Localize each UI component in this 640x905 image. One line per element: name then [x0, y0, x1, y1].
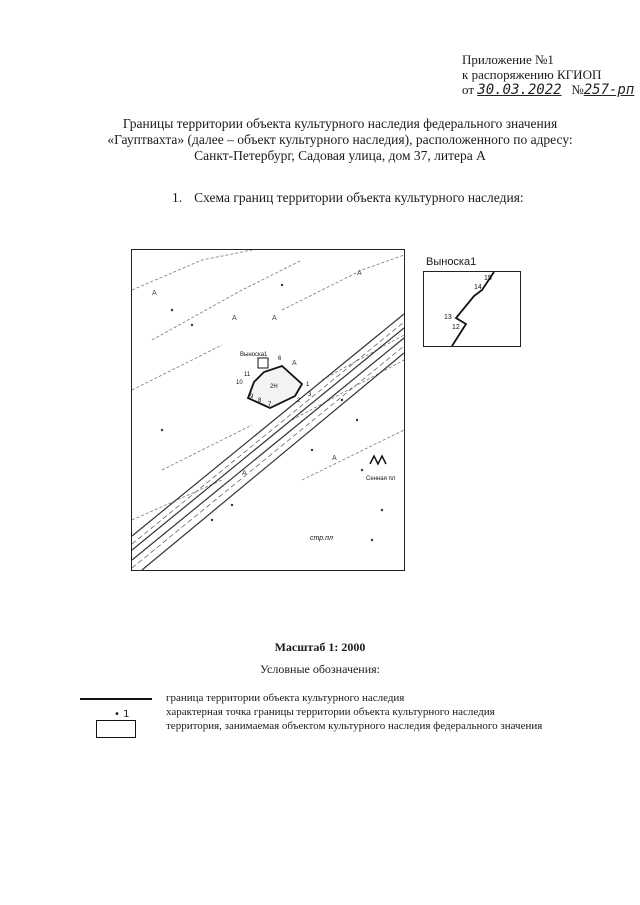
appendix-line2: к распоряжению КГИОП	[462, 67, 602, 82]
legend-text-territory: территория, занимаемая объектом культурного наследия федерального значения	[166, 720, 543, 732]
map-area-label-1: стр.пл	[310, 535, 333, 542]
section-text: Схема границ территории объекта культурного наследия:	[194, 190, 524, 205]
legend-text-boundary: граница территории объекта культурного наследия	[166, 692, 405, 704]
callout-title: Выноска1	[426, 256, 477, 268]
svg-text:А: А	[242, 470, 247, 477]
legend-item-boundary	[80, 692, 580, 706]
appendix-line1: Приложение №1	[462, 52, 554, 67]
title-line2: «Гауптвахта» (далее – объект культурного наследия), расположенного по адресу:	[107, 132, 573, 147]
title-line1: Границы территории объекта культурного наследия федерального значения	[122, 116, 558, 131]
map-point-10: 10	[236, 380, 243, 386]
appendix-block	[462, 52, 634, 98]
map-building-label: 2Н	[270, 384, 278, 390]
map-point-3: 3	[308, 392, 312, 398]
callout-map	[423, 271, 521, 347]
legend-title: Условные обозначения:	[259, 662, 381, 676]
map-point-8: 8	[258, 398, 262, 404]
map-point-11: 11	[244, 372, 251, 378]
map-point-7: 7	[268, 402, 272, 408]
appendix-ot: от	[462, 82, 475, 97]
legend-box-symbol	[80, 720, 152, 734]
map-callout-ref: Выноска1	[240, 352, 268, 358]
svg-text:А: А	[357, 270, 362, 277]
appendix-date: 30.03.2022	[477, 82, 562, 98]
svg-text:А: А	[332, 455, 337, 462]
svg-text:А: А	[232, 315, 237, 322]
svg-text:А: А	[152, 290, 157, 297]
callout-point-13: 13	[444, 314, 452, 321]
svg-text:А: А	[292, 360, 297, 367]
legend-item-point	[80, 706, 580, 720]
callout-drawing	[424, 272, 520, 346]
callout-point-15: 15	[484, 275, 492, 282]
map-scale: Масштаб 1: 2000	[274, 640, 366, 654]
legend-text-point: характерная точка границы территории объекта культурного наследия	[166, 706, 495, 718]
map-drawing	[132, 250, 404, 570]
legend-line-symbol	[80, 692, 152, 706]
appendix-line3	[462, 82, 634, 98]
callout-point-14: 14	[474, 284, 482, 291]
map-point-2: 2	[297, 398, 301, 404]
appendix-no: №	[571, 82, 584, 97]
appendix-number: 257-рп	[583, 82, 635, 98]
section-number: 1.	[172, 190, 183, 205]
title-line3: Санкт-Петербург, Садовая улица, дом 37, литера А	[194, 148, 486, 163]
legend-dot-symbol: • 1	[114, 709, 130, 720]
map-point-1: 1	[306, 382, 310, 388]
map-point-9: 9	[250, 394, 254, 400]
legend-item-territory	[80, 720, 580, 734]
callout-point-12: 12	[452, 324, 460, 331]
map-area-label-2: Сенная пл	[366, 476, 396, 482]
section-heading	[172, 190, 524, 206]
map-point-6: 6	[278, 356, 282, 362]
boundary-map	[131, 249, 405, 571]
document-title	[60, 116, 620, 164]
svg-text:А: А	[272, 315, 277, 322]
